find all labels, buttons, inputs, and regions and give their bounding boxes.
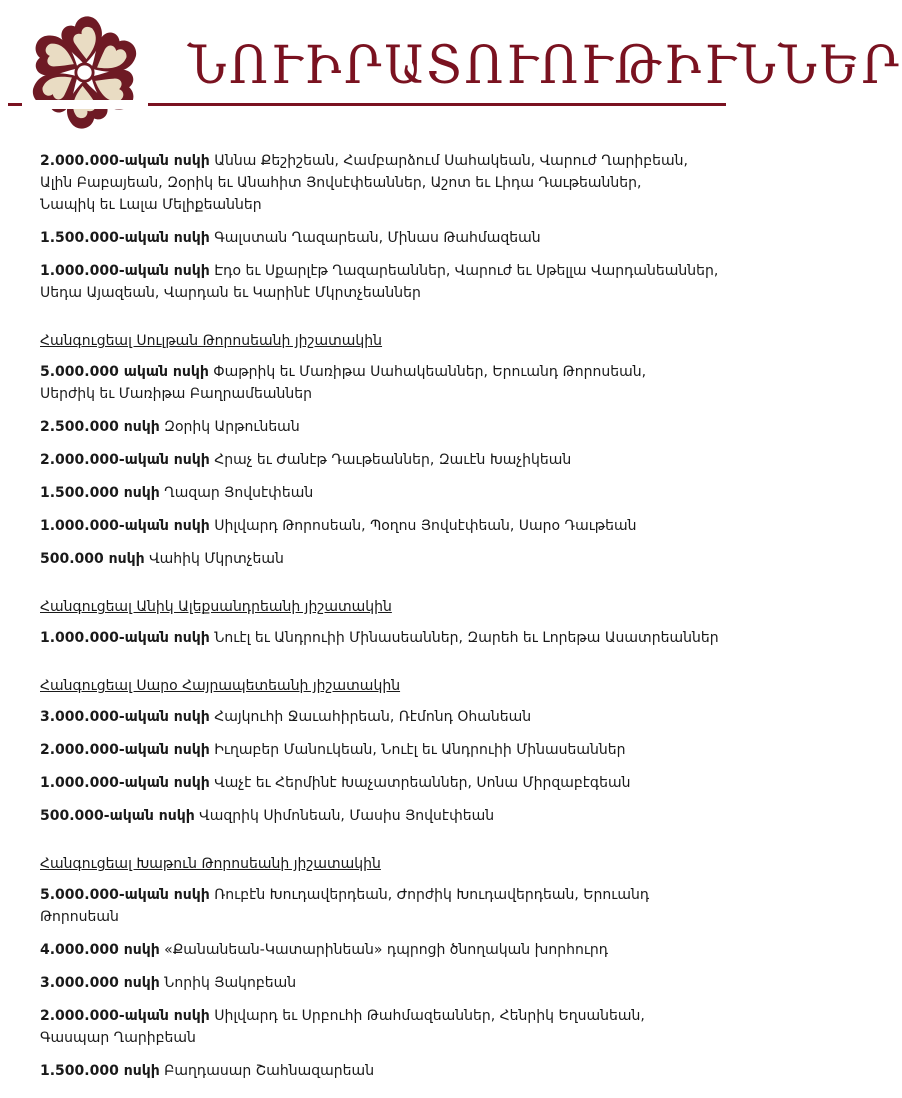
logo-center	[76, 64, 93, 81]
donation-entry	[40, 150, 720, 216]
donor-names: Նապիկ եւ Լալա Մելիքեաններ	[40, 197, 262, 213]
donor-names: Գասպար Ղարիբեան	[40, 1030, 196, 1046]
donation-amount: 5.000.000 ական ոսկի	[40, 364, 209, 380]
donation-amount: 1.500.000-ական ոսկի	[40, 230, 210, 246]
donation-entry	[40, 416, 720, 438]
donation-amount: 1.000.000-ական ոսկի	[40, 775, 210, 791]
donor-names: Գալստան Ղազարեան, Մինաս Թահմազեան	[214, 230, 541, 246]
donation-entry	[40, 972, 720, 994]
donor-names: «Քանանեան-Կատարինեան» դպրոցի ծնողական խորհուրդ	[164, 942, 609, 958]
donor-names: Նորիկ Յակոբեան	[164, 975, 297, 991]
donor-names: Իւղաբեր Մանուկեան, Նուէլ եւ Անդրուիի Մինասեաններ	[214, 742, 626, 758]
donor-names: Սերժիկ եւ Մառիթա Բաղրամեաններ	[40, 386, 313, 402]
donation-entry	[40, 739, 720, 761]
page-header	[0, 0, 902, 140]
section-title: Հանգուցեալ Անիկ Ալեքսանդրեանի յիշատակին	[40, 599, 392, 615]
donation-entry	[40, 548, 720, 570]
donation-amount: 500.000 ոսկի	[40, 551, 145, 567]
donor-names: Աննա Քեշիշեան, Համբարձում Սահակեան, Վարուժ Ղարիբեան,	[214, 153, 688, 169]
donation-entry	[40, 515, 720, 537]
donations-list	[40, 150, 720, 1093]
donation-amount: 2.000.000-ական ոսկի	[40, 742, 210, 758]
donor-names: Ալին Բաբայեան, Զօրիկ եւ Անահիտ Յովսէփեաններ, Աշոտ եւ Լիդա Դաւթեաններ,	[40, 175, 642, 191]
section-title: Հանգուցեալ Խաթուն Թորոսեանի յիշատակին	[40, 856, 381, 872]
donation-entry	[40, 884, 720, 928]
donor-names: Ռուբէն Խուդավերդեան, Ժորժիկ Խուդավերդեան, Երուանդ Թորոսեան	[40, 887, 650, 925]
donation-amount: 2.500.000 ոսկի	[40, 419, 160, 435]
page-title: ՆՈՒԻՐԱՏՈՒՈՒԹԻՒՆՆԵՐ	[188, 36, 902, 96]
donor-names: Հայկուհի Ջաւահիրեան, Ռէմոնդ Օհանեան	[214, 709, 532, 725]
donation-entry	[40, 449, 720, 471]
donation-amount: 500.000-ական ոսկի	[40, 808, 195, 824]
donor-names: Սիլվարդ Թորոսեան, Պօղոս Յովսէփեան, Սարօ Դաւթեան	[214, 518, 637, 534]
donor-names: Սեդա Այազեան, Վարդան եւ Կարինէ Մկրտչեաններ	[40, 285, 421, 301]
donation-entry	[40, 627, 720, 649]
donor-names: Վազրիկ Սիմոնեան, Մասիս Յովսէփեան	[199, 808, 495, 824]
donor-names: Վահիկ Մկրտչեան	[149, 551, 284, 567]
section-title: Հանգուցեալ Սարօ Հայրապետեանի յիշատակին	[40, 678, 401, 694]
donor-names: Հրաչ եւ Ժանէթ Դաւթեաններ, Զաւէն Խաչիկեան	[214, 452, 572, 468]
donation-amount: 5.000.000-ական ոսկի	[40, 887, 210, 903]
donation-entry	[40, 805, 720, 827]
donation-amount: 1.000.000-ական ոսկի	[40, 263, 210, 279]
armenian-ornament-logo-icon	[27, 15, 142, 130]
donation-section	[40, 675, 720, 827]
donation-entry	[40, 227, 720, 249]
donor-names: Սիլվարդ եւ Սրբուհի Թահմազեաններ, Հենրիկ Եղսանեան,	[214, 1008, 645, 1024]
section-title: Հանգուցեալ Սուլթան Թորոսեանի յիշատակին	[40, 333, 383, 349]
donation-amount: 1.000.000-ական ոսկի	[40, 630, 210, 646]
donation-entry	[40, 361, 720, 405]
donor-names: Զօրիկ Արթունեան	[164, 419, 300, 435]
donor-names: Նուէլ եւ Անդրուիի Մինասեաններ, Զարեհ եւ Լորեթա Ասատրեաններ	[214, 630, 719, 646]
donor-names: Փաթրիկ եւ Մառիթա Սահակեաններ, Երուանդ Թորոսեան,	[213, 364, 647, 380]
donor-names: Բաղդասար Շահնազարեան	[164, 1063, 375, 1079]
donation-section	[40, 330, 720, 570]
donation-amount: 4.000.000 ոսկի	[40, 942, 160, 958]
donation-amount: 1.000.000-ական ոսկի	[40, 518, 210, 534]
donation-amount: 2.000.000-ական ոսկի	[40, 1008, 210, 1024]
donation-section	[40, 853, 720, 1082]
donation-amount: 2.000.000-ական ոսկի	[40, 452, 210, 468]
donation-entry	[40, 939, 720, 961]
donation-section	[40, 150, 720, 304]
donor-names: Էդօ եւ Սքարլէթ Ղազարեաններ, Վարուժ եւ Սթելլա Վարդանեաններ,	[214, 263, 719, 279]
donation-entry	[40, 1005, 720, 1049]
donation-amount: 1.500.000 ոսկի	[40, 1063, 160, 1079]
donation-amount: 1.500.000 ոսկի	[40, 485, 160, 501]
donation-entry	[40, 482, 720, 504]
donation-amount: 2.000.000-ական ոսկի	[40, 153, 210, 169]
donation-amount: 3.000.000 ոսկի	[40, 975, 160, 991]
donation-entry	[40, 772, 720, 794]
donation-amount: 3.000.000-ական ոսկի	[40, 709, 210, 725]
donation-entry	[40, 706, 720, 728]
donor-names: Ղազար Յովսէփեան	[164, 485, 314, 501]
donation-section	[40, 596, 720, 649]
donation-entry	[40, 260, 720, 304]
donor-names: Վաչէ եւ Հերմինէ Խաչատրեաններ, Սոնա Միրզաբէգեան	[214, 775, 631, 791]
donation-entry	[40, 1060, 720, 1082]
